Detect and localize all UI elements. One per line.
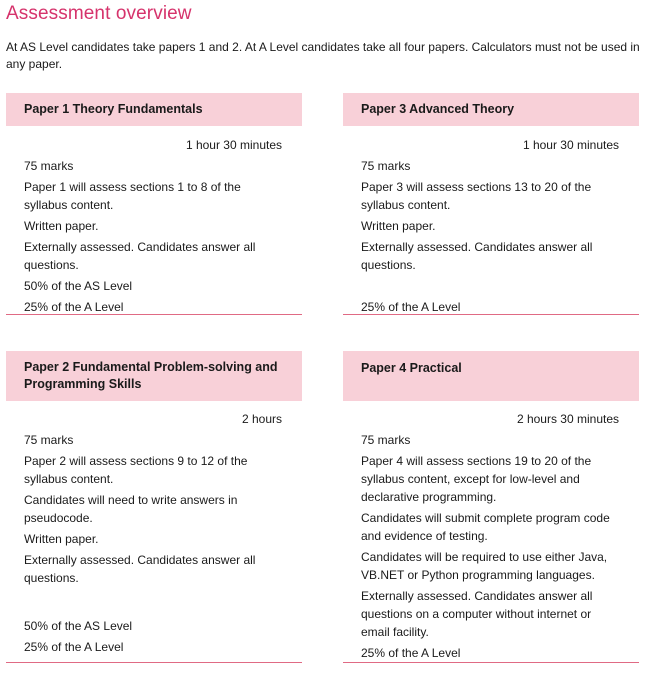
paper-2-as-weight: 50% of the AS Level: [24, 619, 133, 633]
paper-2-a-weight: 25% of the A Level: [24, 640, 124, 654]
paper-1-type: Written paper.: [24, 219, 99, 233]
paper-4-submit: Candidates will submit complete program code and evidence of testing.: [361, 511, 610, 543]
paper-4-header: Paper 4 Practical: [343, 351, 639, 401]
paper-1-as-weight: 50% of the AS Level: [24, 279, 133, 293]
paper-2-header: Paper 2 Fundamental Problem-solving and Programming Skills: [6, 351, 302, 401]
paper-3-assessment: Externally assessed. Candidates answer all questions.: [361, 240, 593, 272]
paper-4-duration: 2 hours 30 minutes: [516, 412, 619, 426]
paper-1-header: Paper 1 Theory Fundamentals: [6, 93, 302, 126]
intro-text: At AS Level candidates take papers 1 and 2. At A Level candidates take all four papers. Calculators must not be used in any paper.: [6, 40, 640, 71]
paper-2-type: Written paper.: [24, 532, 99, 546]
paper-1-card: [6, 93, 302, 315]
paper-2-marks: 75 marks: [24, 433, 74, 447]
paper-2-assessment: Externally assessed. Candidates answer all questions.: [24, 553, 256, 585]
paper-3-a-weight: 25% of the A Level: [361, 300, 461, 314]
paper-4-body: [343, 401, 639, 663]
paper-3-header: Paper 3 Advanced Theory: [343, 93, 639, 126]
paper-4-languages: Candidates will be required to use either Java, VB.NET or Python programming languages.: [361, 550, 608, 582]
paper-4-marks: 75 marks: [361, 433, 411, 447]
paper-4-card: [343, 351, 639, 663]
paper-2-body: [6, 401, 302, 663]
paper-1-a-weight: 25% of the A Level: [24, 300, 124, 314]
paper-4-assessment: Externally assessed. Candidates answer all questions on a computer without internet or email facility.: [361, 589, 593, 639]
paper-3-body: [343, 126, 639, 315]
paper-2-duration: 2 hours: [241, 412, 282, 426]
paper-1-duration: 1 hour 30 minutes: [185, 138, 282, 152]
paper-4-a-weight: 25% of the A Level: [361, 646, 461, 660]
paper-3-type: Written paper.: [361, 219, 436, 233]
page-title: Assessment overview: [6, 3, 192, 24]
paper-1-marks: 75 marks: [24, 159, 74, 173]
paper-3-sections: Paper 3 will assess sections 13 to 20 of the syllabus content.: [361, 180, 592, 212]
paper-1-body: [6, 126, 302, 315]
paper-3-duration: 1 hour 30 minutes: [522, 138, 619, 152]
paper-2-sections: Paper 2 will assess sections 9 to 12 of the syllabus content.: [24, 454, 248, 486]
paper-3-marks: 75 marks: [361, 159, 411, 173]
paper-4-sections: Paper 4 will assess sections 19 to 20 of the syllabus content, except for low-level and declarative programming.: [361, 454, 592, 504]
paper-3-card: [343, 93, 639, 315]
paper-1-assessment: Externally assessed. Candidates answer all questions.: [24, 240, 256, 272]
paper-2-card: [6, 351, 302, 663]
paper-1-sections: Paper 1 will assess sections 1 to 8 of the syllabus content.: [24, 180, 241, 212]
paper-2-pseudocode: Candidates will need to write answers in pseudocode.: [24, 493, 238, 525]
